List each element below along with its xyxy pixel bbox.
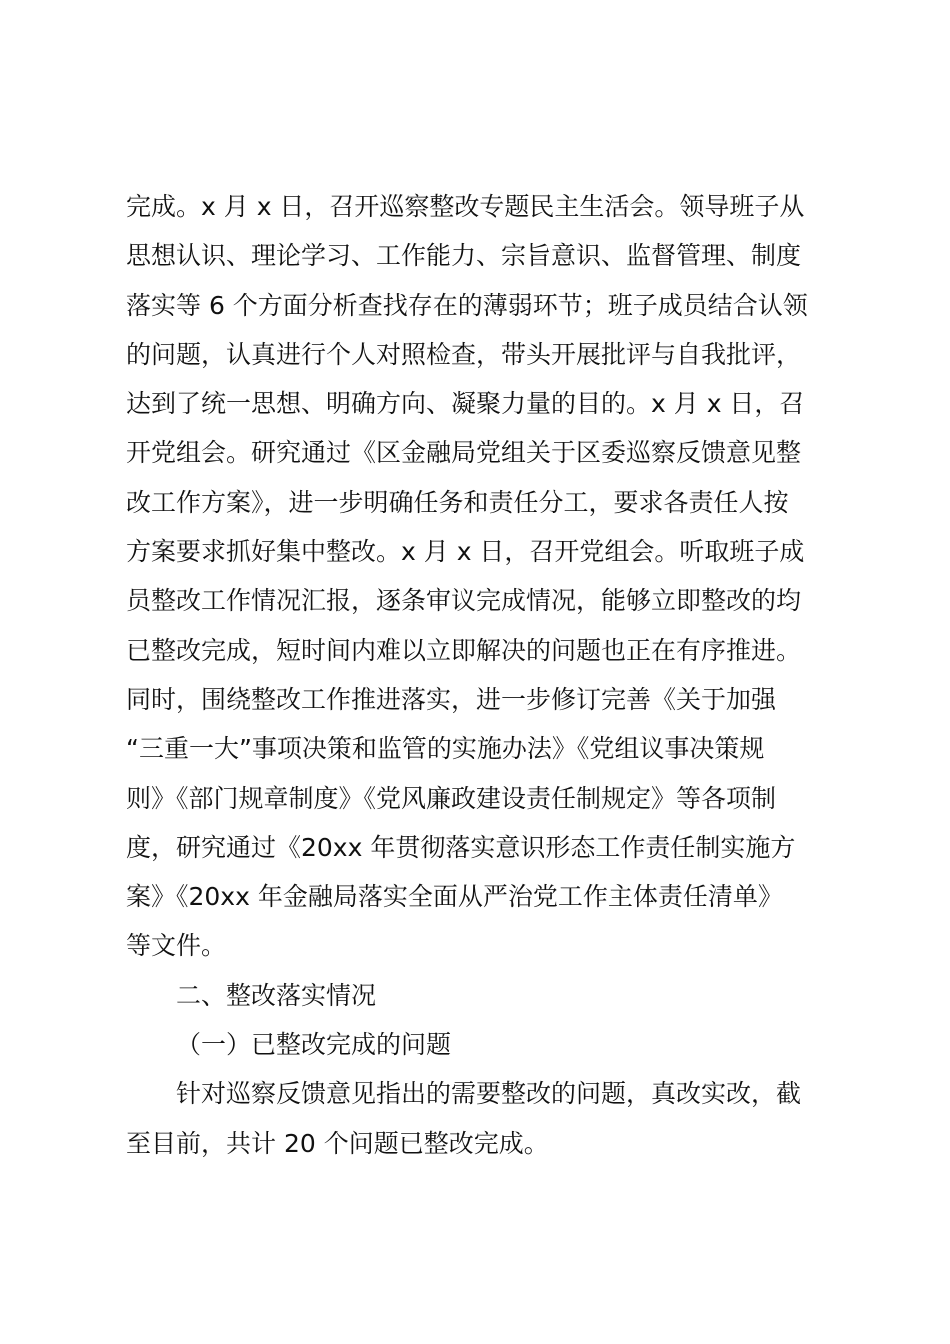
paragraph-line: 达到了统一思想、明确方向、凝聚力量的目的。x 月 x 日，召: [126, 389, 805, 419]
paragraph-line: 完成。x 月 x 日，召开巡察整改专题民主生活会。领导班子从: [126, 192, 805, 221]
paragraph-line: 思想认识、理论学习、工作能力、宗旨意识、监督管理、制度: [126, 241, 802, 271]
paragraph-line: 员整改工作情况汇报，逐条审议完成情况，能够立即整改的均: [126, 586, 802, 616]
paragraph-line: 改工作方案》，进一步明确任务和责任分工，要求各责任人按: [126, 487, 789, 517]
paragraph-line: 度，研究通过《20xx 年贯彻落实意识形态工作责任制实施方: [126, 832, 796, 862]
document-body: [126, 182, 836, 1168]
paragraph-line: 已整改完成，短时间内难以立即解决的问题也正在有序推进。: [126, 635, 802, 665]
paragraph-line: 同时，围绕整改工作推进落实，进一步修订完善《关于加强: [126, 684, 777, 714]
subsection-heading: （一）已整改完成的问题: [176, 1030, 452, 1060]
section-heading: 二、整改落实情况: [176, 980, 377, 1010]
paragraph-line: 方案要求抓好集中整改。x 月 x 日，召开党组会。听取班子成: [126, 537, 805, 567]
paragraph-line: “三重一大”事项决策和监管的实施办法》《党组议事决策规: [126, 734, 765, 764]
paragraph-line: 的问题，认真进行个人对照检查，带头开展批评与自我批评，: [126, 339, 802, 369]
paragraph-line: 针对巡察反馈意见指出的需要整改的问题，真改实改，截: [176, 1079, 802, 1109]
paragraph-line: 落实等 6 个方面分析查找存在的薄弱环节；班子成员结合认领: [126, 290, 808, 320]
paragraph-line: 至目前，共计 20 个问题已整改完成。: [126, 1128, 549, 1158]
paragraph-line: 则》《部门规章制度》《党风廉政建设责任制规定》等各项制: [126, 783, 777, 813]
paragraph-line: 开党组会。研究通过《区金融局党组关于区委巡察反馈意见整: [126, 438, 802, 468]
paragraph-line: 等文件。: [126, 931, 227, 961]
paragraph-line: 案》《20xx 年金融局落实全面从严治党工作主体责任清单》: [126, 882, 783, 912]
